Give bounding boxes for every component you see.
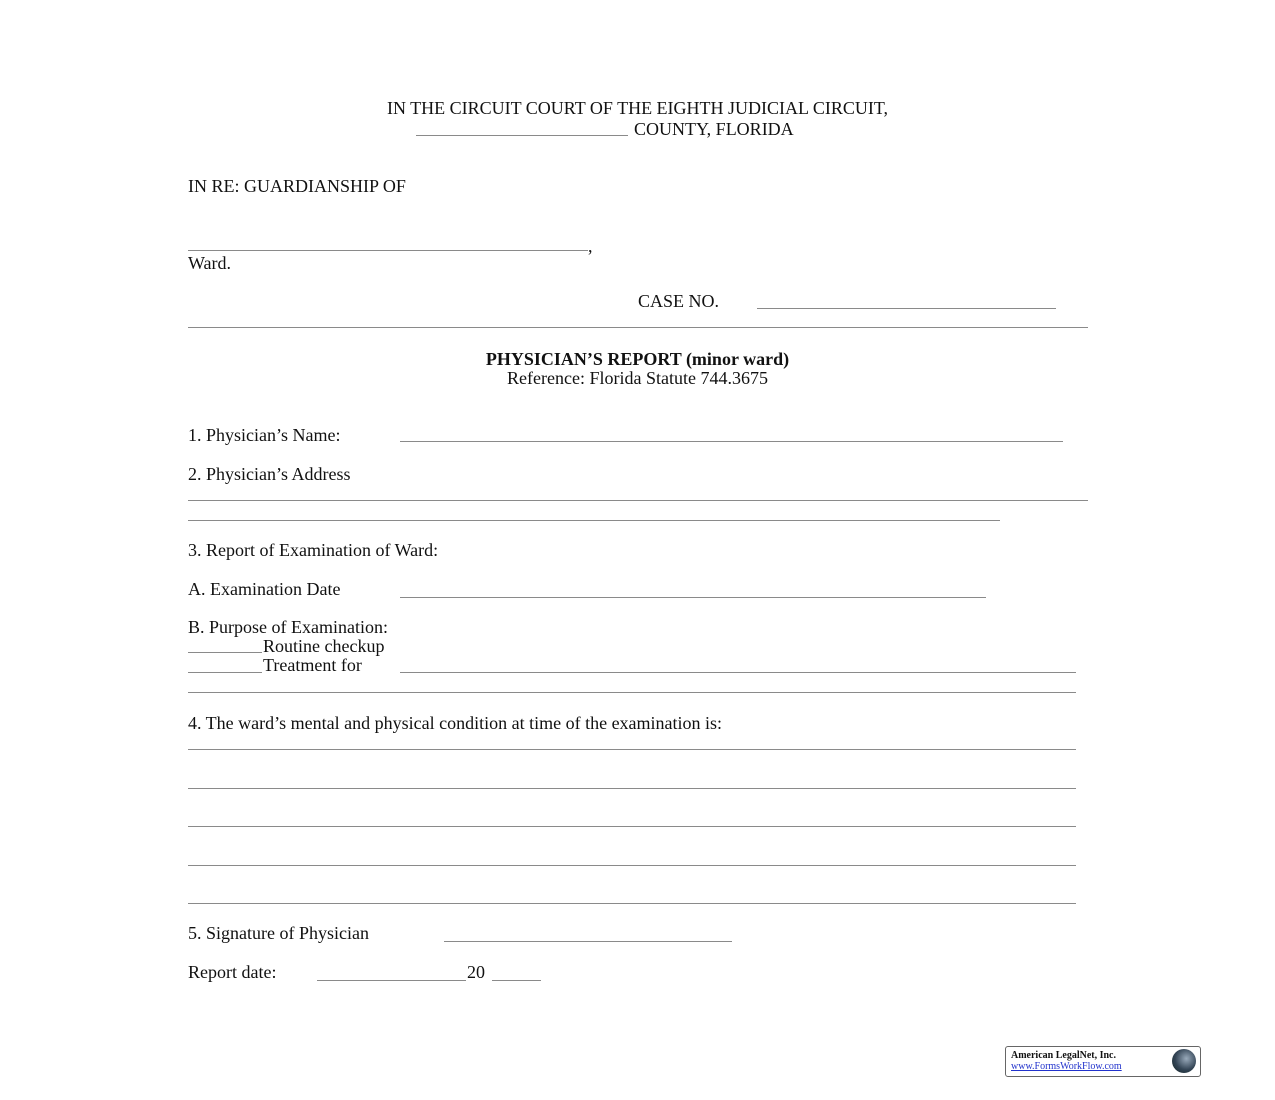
signature-label: 5. Signature of Physician bbox=[188, 923, 369, 943]
examination-date-blank[interactable] bbox=[400, 597, 986, 598]
examination-report-label: 3. Report of Examination of Ward: bbox=[188, 540, 439, 560]
condition-line-1[interactable] bbox=[188, 749, 1076, 750]
condition-line-4[interactable] bbox=[188, 865, 1076, 866]
american-legalnet-logo[interactable] bbox=[1005, 1046, 1201, 1077]
examination-date-label: A. Examination Date bbox=[188, 579, 341, 599]
treatment-blank[interactable] bbox=[188, 672, 262, 673]
purpose-label: B. Purpose of Examination: bbox=[188, 617, 388, 637]
treatment-for-blank[interactable] bbox=[400, 672, 1076, 673]
condition-label: 4. The ward’s mental and physical condition at time of the examination is: bbox=[188, 713, 723, 733]
condition-line-3[interactable] bbox=[188, 826, 1076, 827]
address-line-2[interactable] bbox=[188, 520, 1000, 521]
address-line-1[interactable] bbox=[188, 500, 1088, 501]
globe-icon bbox=[1172, 1049, 1196, 1073]
treatment-line-2[interactable] bbox=[188, 692, 1076, 693]
signature-blank[interactable] bbox=[444, 941, 732, 942]
year-prefix: 20 bbox=[467, 962, 485, 982]
condition-line-5[interactable] bbox=[188, 903, 1076, 904]
caption-rule bbox=[188, 327, 1088, 328]
routine-checkup-blank[interactable] bbox=[188, 652, 262, 653]
ward-name-blank[interactable] bbox=[188, 250, 588, 251]
logo-url-link[interactable]: www.FormsWorkFlow.com bbox=[1011, 1061, 1122, 1072]
county-heading: COUNTY, FLORIDA bbox=[634, 119, 794, 139]
statute-reference: Reference: Florida Statute 744.3675 bbox=[507, 368, 768, 388]
physician-name-label: 1. Physician’s Name: bbox=[188, 425, 341, 445]
county-blank[interactable] bbox=[416, 135, 628, 136]
court-heading: IN THE CIRCUIT COURT OF THE EIGHTH JUDICIAL CIRCUIT, bbox=[386, 98, 889, 118]
physician-address-label: 2. Physician’s Address bbox=[188, 464, 351, 484]
logo-company: American LegalNet, Inc. bbox=[1011, 1050, 1116, 1061]
case-no-label: CASE NO. bbox=[638, 291, 720, 311]
comma: , bbox=[588, 236, 593, 256]
report-date-label: Report date: bbox=[188, 962, 277, 982]
report-title: PHYSICIAN’S REPORT (minor ward) bbox=[485, 349, 790, 369]
year-blank[interactable] bbox=[492, 980, 541, 981]
report-date-blank[interactable] bbox=[317, 980, 466, 981]
in-re-label: IN RE: GUARDIANSHIP OF bbox=[188, 176, 406, 196]
treatment-label: Treatment for bbox=[263, 655, 362, 675]
routine-checkup-label: Routine checkup bbox=[263, 636, 385, 656]
case-no-blank[interactable] bbox=[757, 308, 1056, 309]
ward-label: Ward. bbox=[188, 253, 232, 273]
physician-name-blank[interactable] bbox=[400, 441, 1063, 442]
condition-line-2[interactable] bbox=[188, 788, 1076, 789]
